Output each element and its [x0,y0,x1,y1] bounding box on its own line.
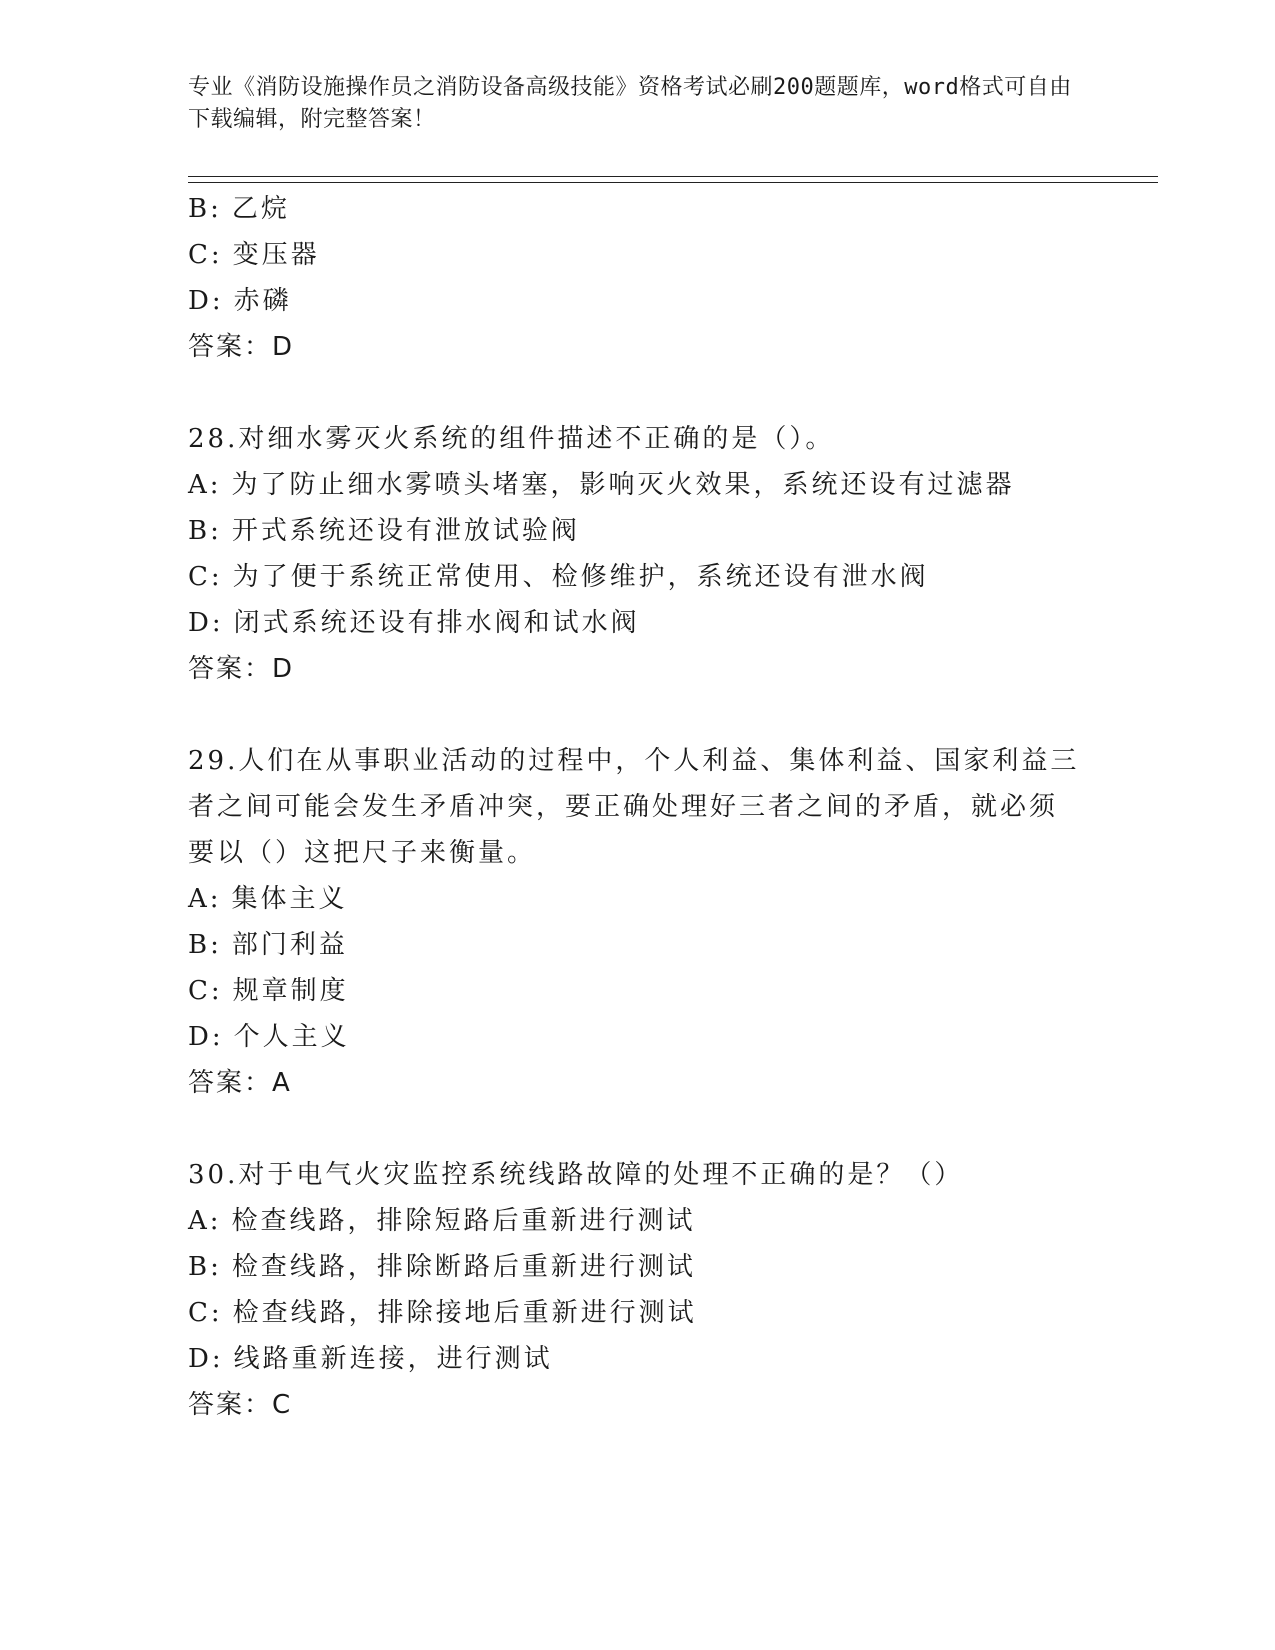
document-header [188,72,1078,136]
option-d: D: 闭式系统还设有排水阀和试水阀 [188,608,640,638]
document-title: 专业《消防设施操作员之消防设备高级技能》资格考试必刷200题题库，word格式可自由下载编辑，附完整答案！ [188,75,1072,132]
header-divider [188,176,1158,183]
option-b: B: 检查线路，排除断路后重新进行测试 [188,1252,696,1282]
option-c: C: 为了便于系统正常使用、检修维护，系统还设有泄水阀 [188,562,929,592]
document-body [188,186,1088,1428]
question-28 [188,416,1088,692]
question-stem-line: 者之间可能会发生矛盾冲突，要正确处理好三者之间的矛盾，就必须 [188,792,1059,822]
option-a: A: 检查线路，排除短路后重新进行测试 [188,1206,696,1236]
question-stem: 30.对于电气火灾监控系统线路故障的处理不正确的是？（） [188,1160,964,1190]
option-c: C: 规章制度 [188,976,349,1006]
option-c: C: 变压器 [188,240,320,270]
question-29 [188,738,1088,1106]
option-b: B: 部门利益 [188,930,348,960]
question-stem: 28.对细水雾灭火系统的组件描述不正确的是（）。 [188,424,835,454]
option-a: A: 为了防止细水雾喷头堵塞，影响灭火效果，系统还设有过滤器 [188,470,1015,500]
option-d: D: 线路重新连接，进行测试 [188,1344,553,1374]
option-b: B: 开式系统还设有泄放试验阀 [188,516,580,546]
answer: 答案：A [188,1068,292,1098]
answer: 答案：D [188,654,295,684]
question-27-continued [188,186,1088,370]
question-stem-line: 29.人们在从事职业活动的过程中，个人利益、集体利益、国家利益三 [188,746,1080,776]
answer: 答案：D [188,332,295,362]
option-a: A: 集体主义 [188,884,348,914]
option-b: B: 乙烷 [188,194,290,224]
answer: 答案：C [188,1390,293,1420]
question-stem-line: 要以（）这把尺子来衡量。 [188,838,537,868]
option-d: D: 赤磷 [188,286,292,316]
option-d: D: 个人主义 [188,1022,350,1052]
question-30 [188,1152,1088,1428]
option-c: C: 检查线路，排除接地后重新进行测试 [188,1298,697,1328]
